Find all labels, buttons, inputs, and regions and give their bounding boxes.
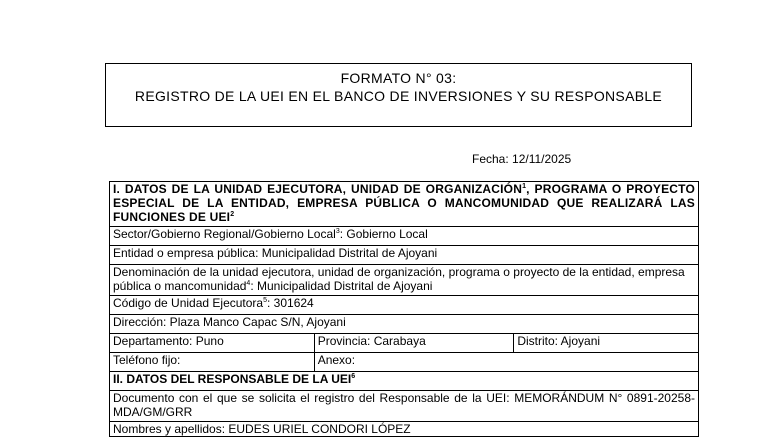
sector-row: [110, 227, 699, 246]
codigo-field: Código de Unidad Ejecutora$^5$: 301624: [110, 296, 699, 315]
departamento-field: Departamento: Puno: [110, 334, 315, 353]
codigo-row: [110, 296, 699, 315]
documento-field: Documento con el que se solicita el registro del Responsable de la UEI: MEMORÁNDUM N° 0891-20258-MDA/GM/GRR: [110, 391, 699, 422]
nombres-field: Nombres y apellidos: EUDES URIEL CONDORI LÓPEZ: [110, 422, 699, 437]
direccion-field: Dirección: Plaza Manco Capac S/N, Ajoyani: [110, 315, 699, 334]
section2-title: II. DATOS DEL RESPONSABLE DE LA UEI$^6$: [110, 372, 699, 391]
denominacion-field: Denominación de la unidad ejecutora, unidad de organización, programa o proyecto de la entidad, empresa pública o mancomunidad$^4$: Municipalidad Distrital de Ajoyani: [110, 265, 699, 296]
nombres-row: [110, 422, 699, 437]
ubicacion-row: [110, 334, 699, 353]
distrito-field: Distrito: Ajoyani: [514, 334, 699, 353]
sector-field: Sector/Gobierno Regional/Gobierno Local$^3$: Gobierno Local: [110, 227, 699, 246]
entidad-row: [110, 246, 699, 265]
entidad-field: Entidad o empresa pública: Municipalidad Distrital de Ajoyani: [110, 246, 699, 265]
form-title-box: [105, 63, 692, 127]
form-title: REGISTRO DE LA UEI EN EL BANCO DE INVERSIONES Y SU RESPONSABLE: [134, 88, 663, 104]
documento-row: [110, 391, 699, 422]
section1-title: I. DATOS DE LA UNIDAD EJECUTORA, UNIDAD DE ORGANIZACIÓN$^1$, PROGRAMA O PROYECTO ESPECIAL DE LA ENTIDAD, EMPRESA PÚBLICA O MANCOMUNIDAD QUE REALIZARÁ LAS FUNCIONES DE UEI$^2$: [110, 182, 699, 227]
provincia-field: Provincia: Carabaya: [314, 334, 514, 353]
date-label: Fecha: 12/11/2025: [472, 152, 572, 166]
anexo-field: Anexo:: [314, 353, 698, 372]
registration-form-table: [109, 181, 699, 437]
section2-header-row: [110, 372, 699, 391]
denominacion-row: [110, 265, 699, 296]
section1-header-row: [110, 182, 699, 227]
direccion-row: [110, 315, 699, 334]
telefono-field: Teléfono fijo:: [110, 353, 315, 372]
telefono-row: [110, 353, 699, 372]
form-number: FORMATO N° 03:: [340, 70, 457, 86]
